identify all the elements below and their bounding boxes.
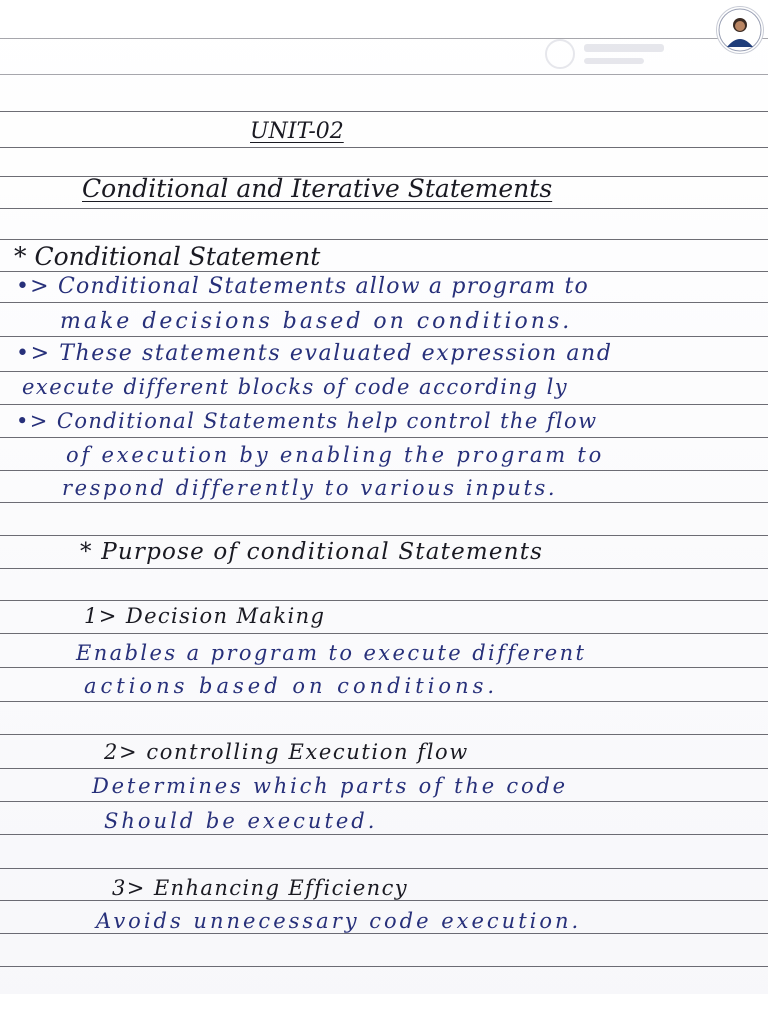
ruled-line xyxy=(0,208,768,209)
ruled-line xyxy=(0,667,768,668)
page-bottom-margin xyxy=(0,994,768,1024)
author-avatar-icon xyxy=(716,6,764,54)
bullet-line: execute different blocks of code according ly xyxy=(22,375,569,399)
ruled-line xyxy=(0,900,768,901)
ruled-line xyxy=(0,336,768,337)
ruled-line xyxy=(0,868,768,869)
watermark-icon xyxy=(540,34,670,74)
ruled-line xyxy=(0,801,768,802)
ruled-line xyxy=(0,633,768,634)
ruled-line xyxy=(0,933,768,934)
bullet-line: make decisions based on conditions. xyxy=(60,309,573,334)
purpose-item-line: Avoids unnecessary code execution. xyxy=(96,909,582,933)
bullet-line: •> Conditional Statements allow a program to xyxy=(16,274,589,299)
ruled-line xyxy=(0,74,768,75)
bullet-line: of execution by enabling the program to xyxy=(66,443,605,467)
section-heading: * Conditional Statement xyxy=(14,242,321,271)
purpose-heading: * Purpose of conditional Statements xyxy=(80,539,544,565)
ruled-line xyxy=(0,734,768,735)
purpose-item-title: 3> Enhancing Efficiency xyxy=(112,876,409,900)
ruled-line xyxy=(0,768,768,769)
ruled-line xyxy=(0,502,768,503)
ruled-line xyxy=(0,535,768,536)
ruled-line xyxy=(0,966,768,967)
ruled-line xyxy=(0,568,768,569)
ruled-line xyxy=(0,834,768,835)
ruled-line xyxy=(0,437,768,438)
purpose-item-line: actions based on conditions. xyxy=(84,674,499,698)
purpose-item-line: Enables a program to execute different xyxy=(76,641,587,665)
ruled-line xyxy=(0,239,768,240)
ruled-line xyxy=(0,147,768,148)
ruled-line xyxy=(0,111,768,112)
purpose-item-title: 1> Decision Making xyxy=(84,604,326,628)
ruled-line xyxy=(0,302,768,303)
ruled-line xyxy=(0,701,768,702)
ruled-line xyxy=(0,470,768,471)
ruled-line xyxy=(0,600,768,601)
unit-heading: UNIT-02 xyxy=(250,119,344,144)
page-title: Conditional and Iterative Statements xyxy=(82,174,553,203)
ruled-line xyxy=(0,404,768,405)
purpose-item-line: Should be executed. xyxy=(104,809,378,833)
purpose-item-line: Determines which parts of the code xyxy=(92,774,568,798)
bullet-line: •> Conditional Statements help control the flow xyxy=(16,409,598,433)
ruled-line xyxy=(0,371,768,372)
bullet-line: •> These statements evaluated expression and xyxy=(16,341,613,366)
ruled-line xyxy=(0,271,768,272)
purpose-item-title: 2> controlling Execution flow xyxy=(104,740,469,764)
bullet-line: respond differently to various inputs. xyxy=(62,476,558,500)
